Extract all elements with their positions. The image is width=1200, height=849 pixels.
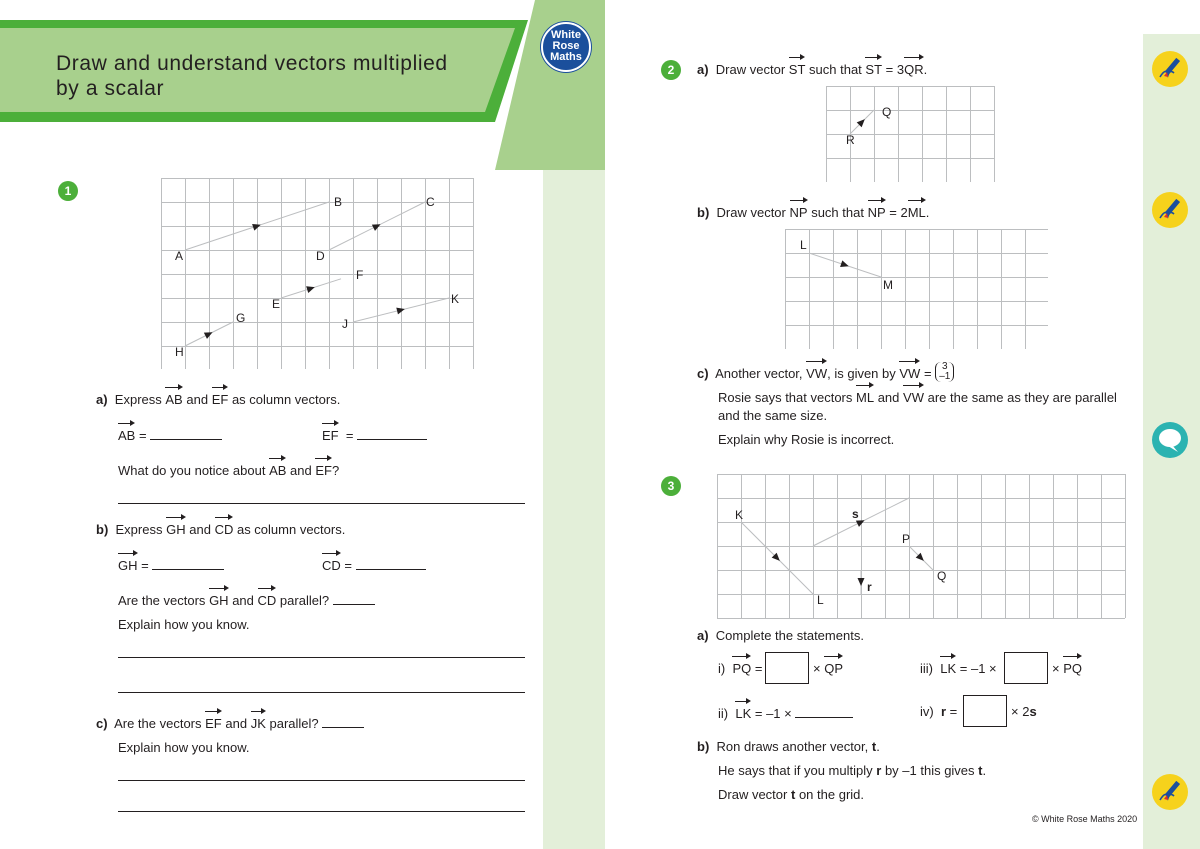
q1b-prompt: b) Express GH and CD as column vectors. [96, 522, 346, 537]
writing-line[interactable] [118, 503, 525, 504]
label-L: L [800, 238, 807, 252]
q3a-iv-rhs: × 2s [1011, 704, 1037, 719]
writing-line[interactable] [118, 811, 525, 812]
label-D: D [316, 249, 325, 263]
speech-bubble-icon [1150, 420, 1190, 460]
q2c-rosie-cont: and the same size. [718, 408, 828, 423]
label-A: A [175, 249, 184, 263]
question-number-2: 2 [661, 60, 681, 80]
vector-grid-q1[interactable] [161, 178, 474, 369]
writing-line[interactable] [118, 692, 525, 693]
q1a-ab-answer[interactable]: AB = [118, 428, 222, 444]
label-K: K [451, 292, 460, 306]
pencil-icon [1150, 772, 1190, 812]
q2b-prompt: b) Draw vector NP such that NP = 2ML. [697, 205, 930, 220]
q2c-explain: Explain why Rosie is incorrect. [718, 432, 895, 447]
q3a-iii: iii) LK = –1 × [920, 661, 997, 676]
label-s: s [852, 507, 859, 521]
pencil-icon [1150, 190, 1190, 230]
q1b-cd-answer[interactable]: CD = [322, 558, 426, 574]
label-M: M [883, 278, 893, 292]
column-vector: 3 –1 [935, 362, 954, 382]
logo: White Rose Maths [541, 22, 591, 72]
answer-blank[interactable] [150, 439, 222, 440]
vector-r-arrow [858, 578, 865, 586]
writing-line[interactable] [118, 780, 525, 781]
q3a-prompt: a) Complete the statements. [697, 628, 864, 643]
q3b-line2: He says that if you multiply r by –1 this gives t. [718, 763, 987, 778]
q3a-iii-rhs: × PQ [1052, 661, 1083, 676]
label-F: F [356, 268, 364, 282]
answer-box[interactable] [765, 652, 809, 684]
page-title: Draw and understand vectors multiplied by a scalar [56, 52, 448, 100]
vector-EF-arrow [306, 284, 316, 293]
label-Q: Q [937, 569, 947, 583]
answer-blank[interactable] [322, 727, 364, 728]
vector-grid-q2a[interactable] [826, 86, 999, 182]
writing-line[interactable] [118, 657, 525, 658]
answer-blank[interactable] [333, 604, 375, 605]
label-L: L [817, 593, 824, 607]
q1a-ef-answer[interactable]: EF = [322, 428, 427, 444]
question-number-1: 1 [58, 181, 78, 201]
q3b-line1: b) Ron draws another vector, t. [697, 739, 880, 754]
q3a-ii: ii) LK = –1 × [718, 706, 853, 722]
label-Q: Q [882, 105, 892, 119]
copyright: © White Rose Maths 2020 [1032, 814, 1138, 824]
q1b-explain: Explain how you know. [118, 617, 250, 632]
answer-box[interactable] [963, 695, 1007, 727]
q3b-line3: Draw vector t on the grid. [718, 787, 864, 802]
label-J: J [342, 317, 348, 331]
vector-grid-q2b[interactable] [785, 229, 1048, 349]
label-P: P [902, 532, 911, 546]
vector-grid-q3[interactable] [717, 474, 1127, 619]
q1c-prompt: c) Are the vectors EF and JK parallel? [96, 716, 364, 732]
answer-box[interactable] [1004, 652, 1048, 684]
q1a-prompt: a) Express AB and EF as column vectors. [96, 392, 341, 407]
q2a-prompt: a) Draw vector ST such that ST = 3QR. [697, 62, 928, 77]
q3a-iv: iv) r = [920, 704, 958, 719]
vector-ML-arrow [840, 260, 850, 269]
label-H: H [175, 345, 184, 359]
answer-blank[interactable] [357, 439, 427, 440]
label-C: C [426, 195, 435, 209]
q3a-i: i) PQ = [718, 661, 763, 676]
q1a-notice: What do you notice about AB and EF? [118, 463, 340, 478]
label-r: r [867, 580, 872, 594]
answer-blank[interactable] [795, 717, 853, 718]
label-B: B [334, 195, 343, 209]
q1b-parallel: Are the vectors GH and CD parallel? [118, 593, 375, 609]
label-R: R [846, 133, 855, 147]
q1c-explain: Explain how you know. [118, 740, 250, 755]
label-E: E [272, 297, 281, 311]
q2c-prompt: c) Another vector, VW, is given by VW = 3 –1 [697, 366, 954, 382]
label-G: G [236, 311, 246, 325]
question-number-3: 3 [661, 476, 681, 496]
answer-blank[interactable] [152, 569, 224, 570]
answer-blank[interactable] [356, 569, 426, 570]
pencil-icon [1150, 49, 1190, 89]
label-K: K [735, 508, 744, 522]
center-strip [495, 0, 605, 849]
q1b-gh-answer[interactable]: GH = [118, 558, 224, 574]
q3a-i-rhs: × QP [813, 661, 844, 676]
q2c-rosie: Rosie says that vectors ML and VW are the same as they are parallel [718, 390, 1117, 405]
